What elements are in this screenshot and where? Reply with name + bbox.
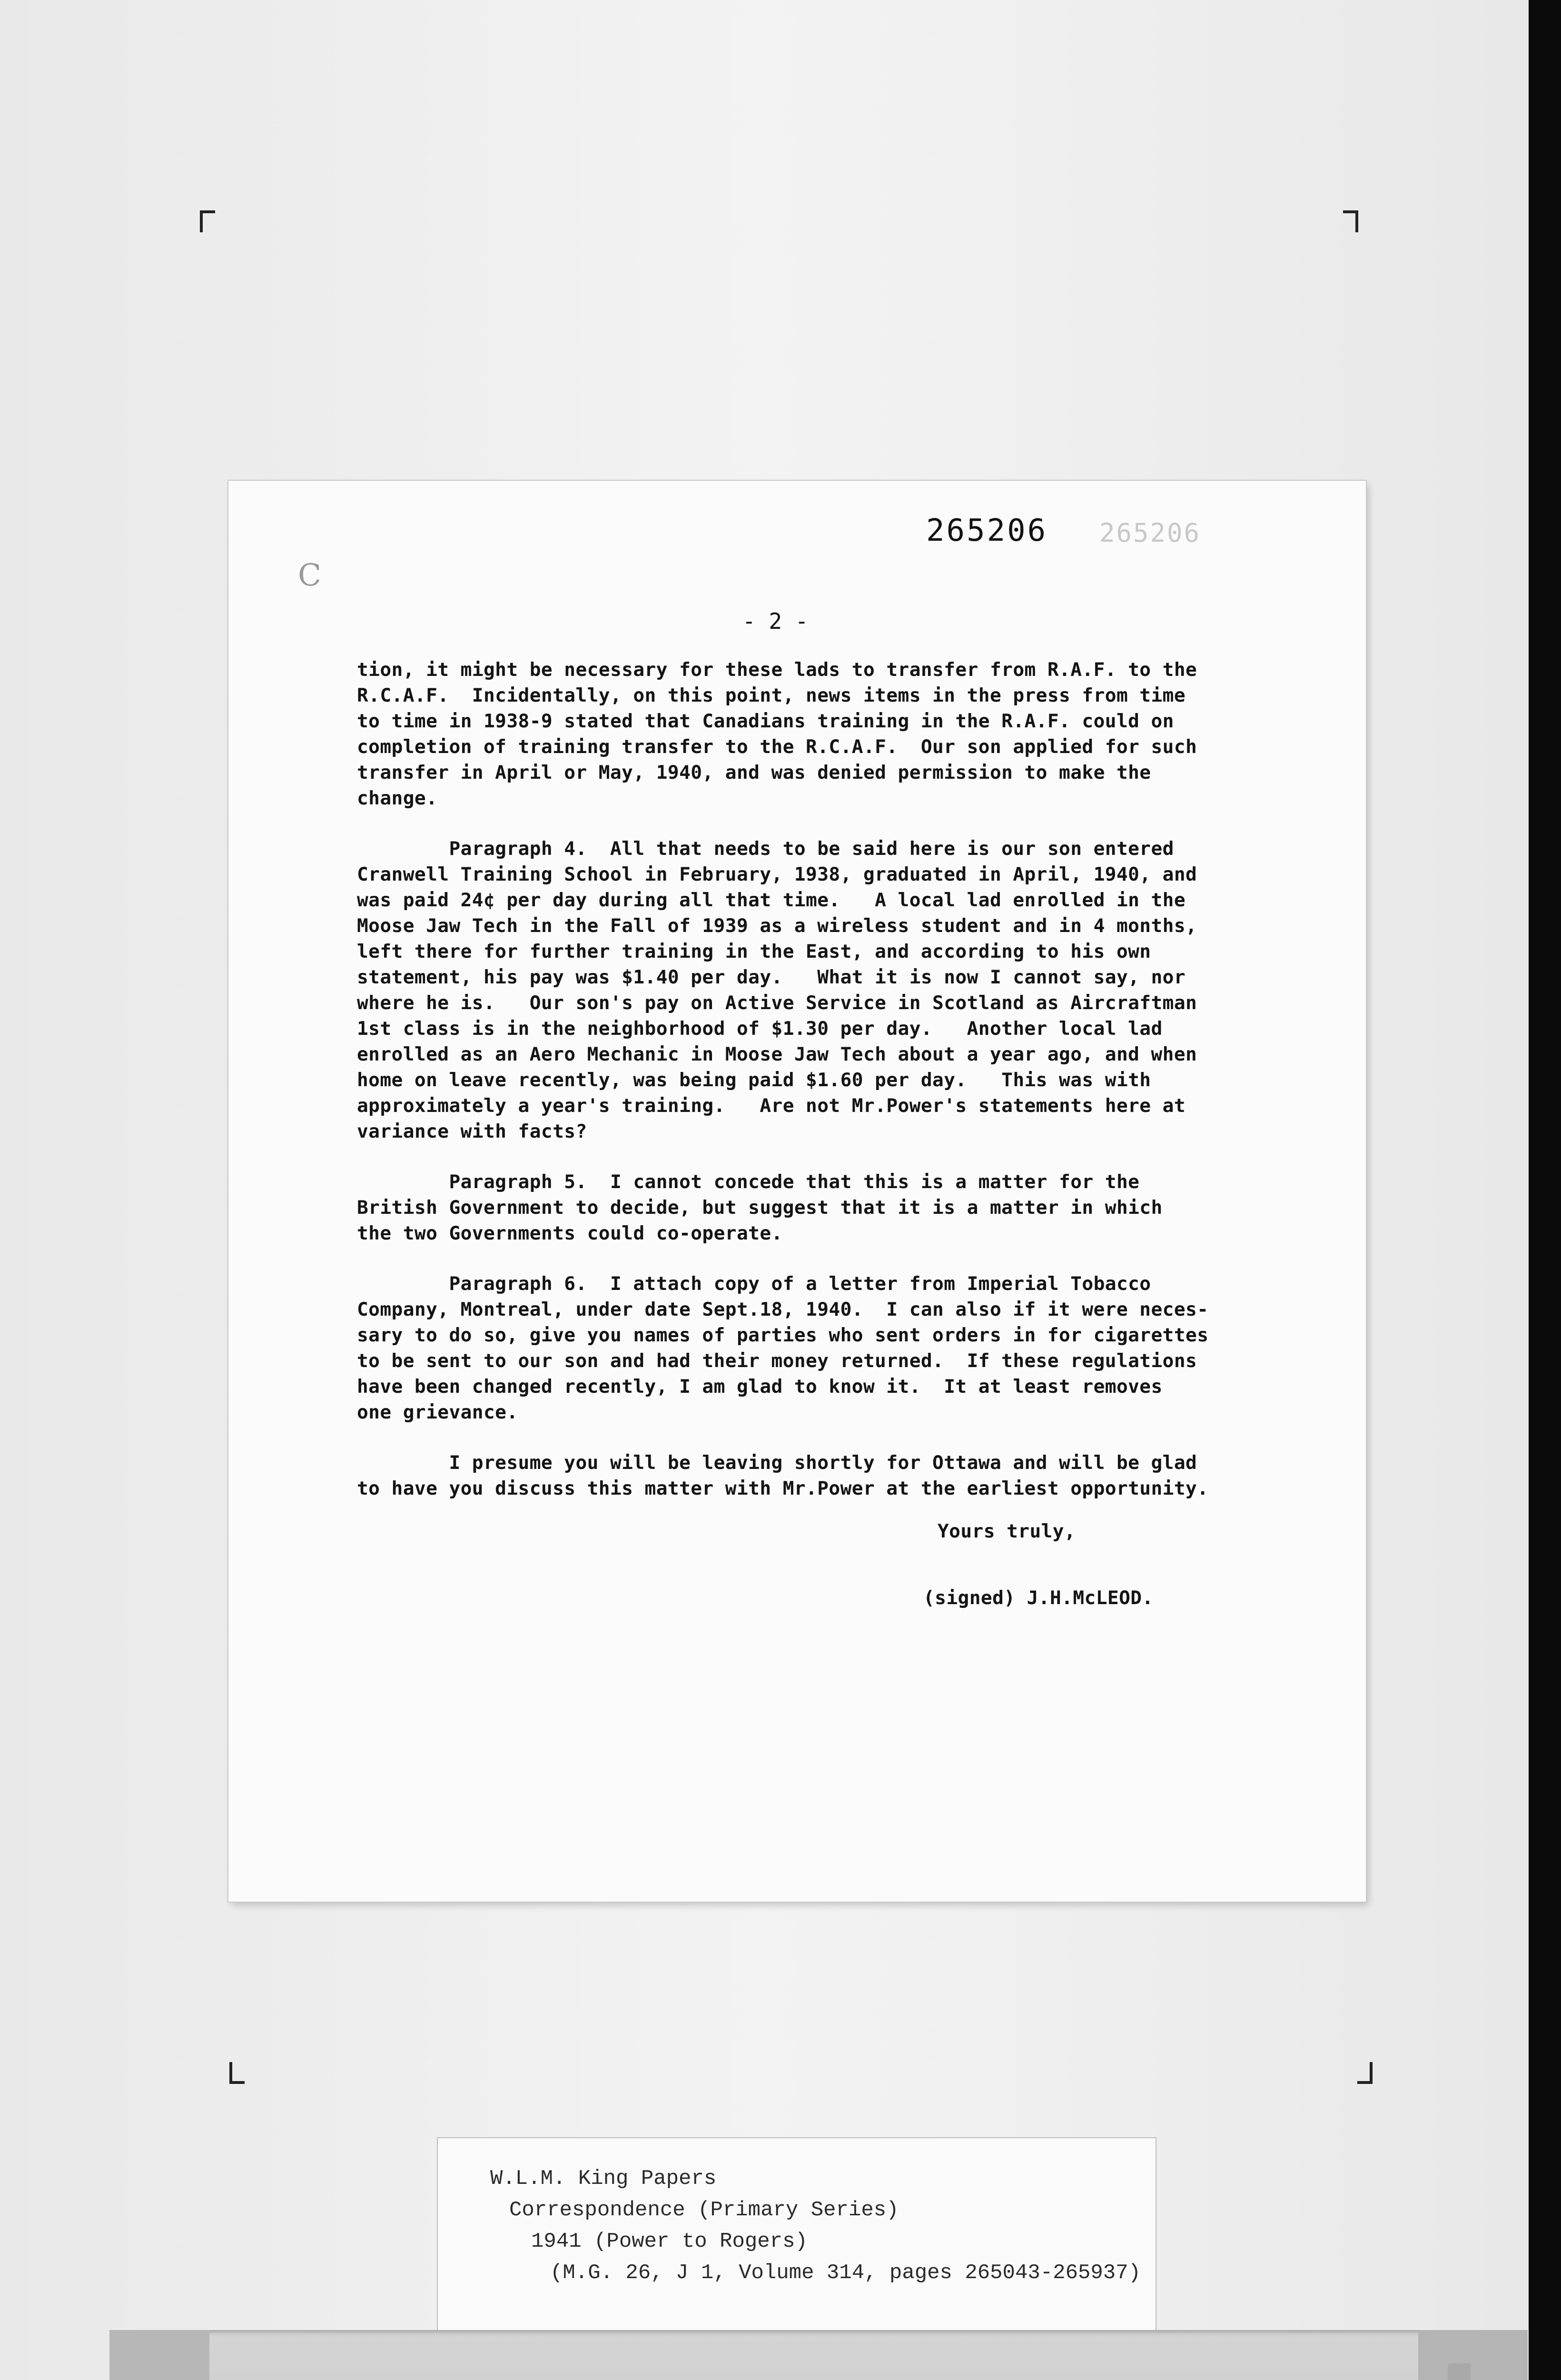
closing: [938, 1518, 1076, 1544]
letter-body: [357, 657, 1342, 1501]
faint-document-number: 265206: [1099, 518, 1201, 548]
finding-aid-line: 1941 (Power to Rogers): [531, 2230, 808, 2253]
letter-line: tion, it might be necessary for these lads to transfer from R.A.F. to the: [357, 659, 1197, 681]
letter-line: to be sent to our son and had their money returned. If these regulations: [357, 1350, 1197, 1372]
letter-page: [228, 481, 1366, 1902]
letter-line: left there for further training in the East, and according to his own: [357, 941, 1151, 962]
letter-line: Paragraph 5. I cannot concede that this is a matter for the: [357, 1171, 1140, 1193]
closing-text: Yours truly,: [938, 1520, 1076, 1542]
letter-line: Paragraph 4. All that needs to be said here is our son entered: [357, 838, 1174, 860]
plate-edge-left: [109, 2330, 209, 2380]
letter-line: was paid 24¢ per day during all that time. A local lad enrolled in the: [357, 889, 1186, 911]
letter-line: variance with facts?: [357, 1121, 587, 1142]
letter-line: statement, his pay was $1.40 per day. What it is now I cannot say, nor: [357, 966, 1186, 988]
letter-line: completion of training transfer to the R.C.A.F. Our son applied for such: [357, 736, 1197, 758]
finding-aid-line: (M.G. 26, J 1, Volume 314, pages 265043-265937): [550, 2261, 1141, 2285]
document-number: 265206: [926, 513, 1048, 548]
plate-edge-right: [1418, 2330, 1528, 2380]
letter-line: have been changed recently, I am glad to know it. It at least removes: [357, 1376, 1163, 1398]
letter-line: British Government to decide, but suggest that it is a matter in which: [357, 1197, 1163, 1219]
letter-line: Moose Jaw Tech in the Fall of 1939 as a wireless student and in 4 months,: [357, 915, 1197, 937]
finding-aid-line: W.L.M. King Papers: [490, 2167, 717, 2191]
letter-line: the two Governments could co-operate.: [357, 1222, 783, 1244]
letter-line: to time in 1938-9 stated that Canadians training in the R.A.F. could on: [357, 710, 1174, 732]
paragraph-gap: [357, 1425, 1342, 1450]
archives-plate: [109, 2330, 1528, 2380]
letter-line: Company, Montreal, under date Sept.18, 1940. I can also if it were neces-: [357, 1299, 1209, 1320]
plate-handle: [1448, 2363, 1471, 2380]
signature: [923, 1585, 1154, 1611]
crop-mark-top-right: [1343, 210, 1358, 232]
letter-line: where he is. Our son's pay on Active Service in Scotland as Aircraftman: [357, 992, 1197, 1014]
finding-aid-line: Correspondence (Primary Series): [509, 2198, 899, 2222]
crop-mark-top-left: [200, 210, 215, 232]
letter-line: home on leave recently, was being paid $1.60 per day. This was with: [357, 1069, 1151, 1091]
paragraph-gap: [357, 1144, 1342, 1169]
margin-mark: C: [298, 558, 321, 593]
letter-line: transfer in April or May, 1940, and was denied permission to make the: [357, 762, 1151, 783]
signature-text: (signed) J.H.McLEOD.: [923, 1587, 1154, 1609]
letter-line: Cranwell Training School in February, 1938, graduated in April, 1940, and: [357, 863, 1197, 885]
letter-line: one grievance.: [357, 1401, 518, 1423]
letter-line: Paragraph 6. I attach copy of a letter from Imperial Tobacco: [357, 1273, 1151, 1295]
crop-mark-bottom-left: [229, 2062, 245, 2084]
page-number: - 2 -: [742, 608, 809, 634]
letter-line: enrolled as an Aero Mechanic in Moose Jaw Tech about a year ago, and when: [357, 1043, 1197, 1065]
letter-line: I presume you will be leaving shortly for Ottawa and will be glad: [357, 1452, 1197, 1474]
letter-line: change.: [357, 787, 438, 809]
paragraph-gap: [357, 811, 1342, 836]
letter-line: sary to do so, give you names of parties who sent orders in for cigarettes: [357, 1324, 1209, 1346]
crop-mark-bottom-right: [1357, 2062, 1373, 2084]
paragraph-gap: [357, 1246, 1342, 1271]
letter-line: 1st class is in the neighborhood of $1.30 per day. Another local lad: [357, 1018, 1163, 1040]
letter-line: approximately a year's training. Are not Mr.Power's statements here at: [357, 1095, 1186, 1117]
letter-line: to have you discuss this matter with Mr.Power at the earliest opportunity.: [357, 1478, 1209, 1499]
letter-line: R.C.A.F. Incidentally, on this point, news items in the press from time: [357, 684, 1186, 706]
